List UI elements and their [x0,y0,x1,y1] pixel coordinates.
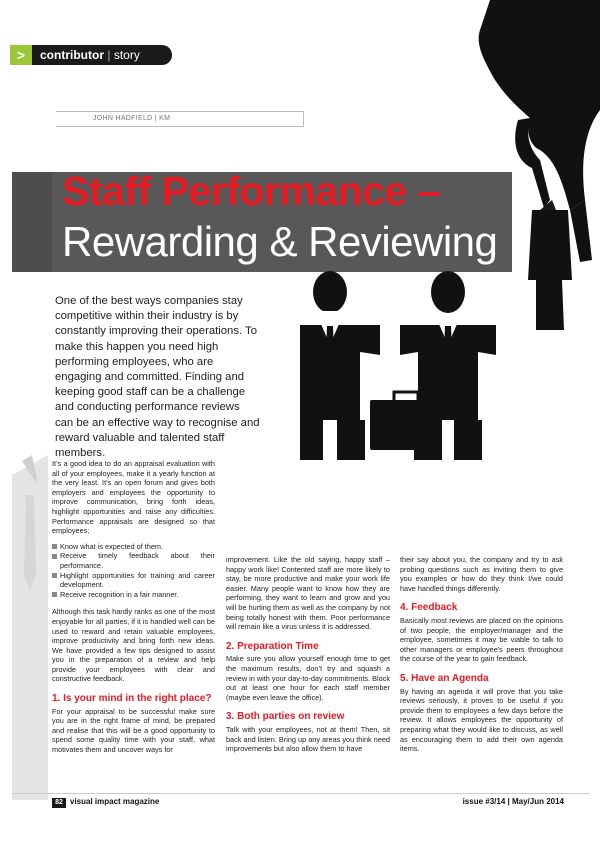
list-item: Receive recognition in a fair manner. [52,590,215,600]
article-column-3 [400,555,563,760]
paragraph: It’s a good idea to do an appraisal evaluation with all of your employees, make it a yearly function at the very least. It’s an open forum and gives both employers and employees the opportunity to improve communication, bring forth ideas, highlight opportunities and raise any difficulties. Performance appraisals are designed so that employees; [52,459,215,536]
paragraph: improvement. Like the old saying, happy staff – happy work like! Contented staff are more likely to stay, be more productive and make your work life easier. Many people want to know how they are performing, they want to learn and grow and you will be hurting them as well as the company by not being totally honest with them. Poor performance will remain like a virus unless it is addressed. [226,555,390,632]
briefcase-icon [300,392,310,450]
magazine-name: visual impact magazine [70,797,160,806]
article-column-2 [226,555,390,760]
businessman-icon [528,210,572,330]
title-line1: Staff Performance – [62,168,440,214]
paragraph: their say about you, the company and try to ask probing questions such as inviting them to give you examples or how do they think I/we could have handled things differently. [400,555,563,593]
paragraph: Make sure you allow yourself enough time to get the maximum results, don’t try and squash a review in with your day-to-day commitments. Block out at least one hour for each staff member (maybe even leave the office). [226,654,390,702]
list-item: Know what is expected of them. [52,542,215,552]
bullet-list [52,542,215,600]
section-heading: 1. Is your mind in the right place? [52,693,212,705]
section-label: contributor | story [40,48,140,62]
paragraph: Although this task hardly ranks as one of the most enjoyable for all parties, if it is handled well can be used to reward and retain valuable employees, improve productivity and bring forth new ideas. We have provided a few tips designed to assist you in the preparation of a review and help provide your employees with clear and constructive feedback. [52,607,215,684]
paragraph: For your appraisal to be successful make sure you are in the right frame of mind, be prepared and realise that this will be a good opportunity to spend some quality time with your staff, what motivates them and uncover ways for [52,706,215,755]
decorative-figure [12,455,48,800]
byline: JOHN HADFIELD | KM [56,111,304,127]
list-item: Highlight opportunities for training and career development. [52,571,215,590]
paragraph: Basically most reviews are placed on the opinions of two people, the employer/manager and the employee, sometimes it may be viable to talk to other managers or employee's peers throughout the course of the year to gain feedback. [400,615,563,664]
section-heading: 5. Have an Agenda [400,672,489,684]
businessman-icon [300,271,380,460]
paragraph: Talk with your employees, not at them! Then, sit back and listen. Bring up any areas you think need improvements but also allow them to have [226,724,390,754]
section-heading: 3. Both parties on review [226,711,345,723]
page-number: 82 [52,798,66,808]
section-heading: 2. Preparation Time [226,640,319,652]
title-line2: Rewarding & Reviewing [62,218,498,265]
issue-info: issue #3/14 | May/Jun 2014 [462,797,564,806]
section-heading: 4. Feedback [400,602,458,614]
briefcase-icon [370,392,442,450]
title-band-shade [12,172,52,272]
chevron-right-icon: > [10,45,32,65]
footer-divider [12,793,589,794]
list-item: Receive timely feedback about their performance. [52,551,215,570]
article-column-1 [52,459,215,761]
paragraph: By having an agenda it will prove that you take reviews seriously, it proves to be useful if you provide them to employees a few days before the review. It allows employees the opportunity of preparing what they would like to discuss, as well as encouraging them to add their own agenda items. [400,686,563,754]
intro-paragraph: One of the best ways companies stay competitive within their industry is by constantly improving their operations. To make this happen you need high performing employees, who are engaging and committed. Finding and keeping good staff can be a challenge and conducting performance reviews can be an effective way to recognise and reward valuable and talented staff members. [55,295,260,460]
